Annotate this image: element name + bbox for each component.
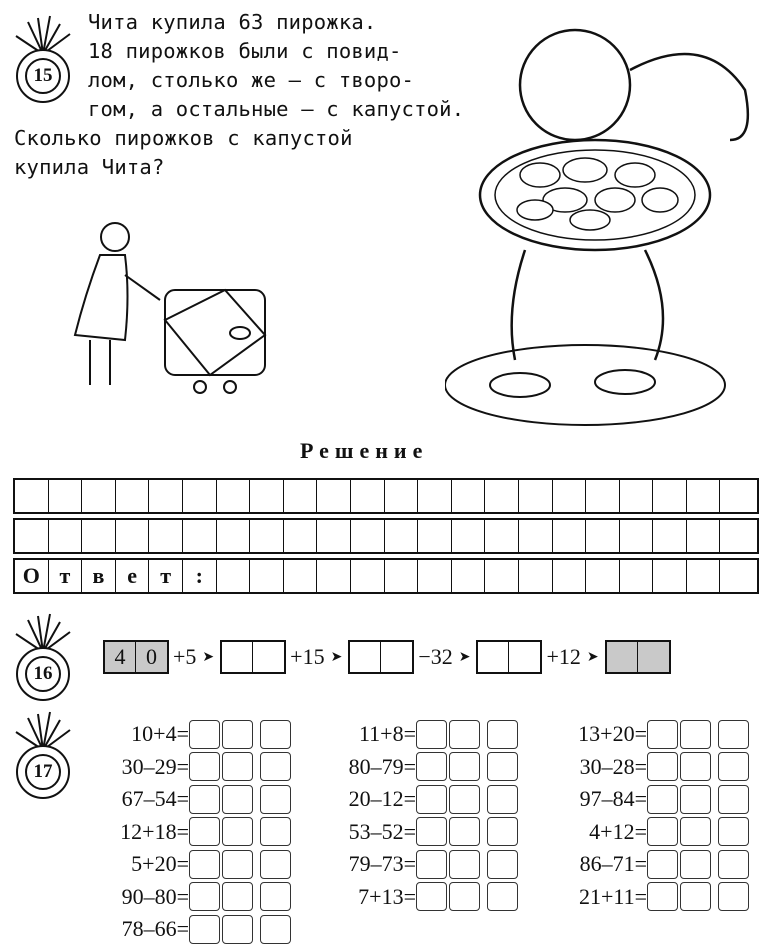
answer-boxes[interactable]	[416, 785, 520, 814]
number-chain	[103, 640, 671, 674]
answer-boxes[interactable]	[189, 752, 293, 781]
equation: 13+20=	[578, 721, 647, 747]
equation: 21+11=	[579, 883, 647, 909]
digit: 0	[136, 642, 167, 672]
answer-boxes[interactable]	[189, 915, 293, 944]
equation: 79–73=	[348, 851, 416, 877]
woman-with-cart-illustration	[70, 215, 280, 405]
answer-boxes[interactable]	[189, 720, 293, 749]
equation: 67–54=	[121, 786, 189, 812]
answer-boxes[interactable]	[189, 817, 293, 846]
solution-grid-row-2[interactable]	[13, 518, 759, 554]
digit: 4	[105, 642, 136, 672]
arrow-right-icon: ➤	[586, 649, 599, 665]
answer-boxes[interactable]	[416, 882, 520, 911]
answer-box[interactable]	[348, 640, 414, 674]
answer-boxes[interactable]	[647, 752, 751, 781]
problem-number: 15	[25, 58, 61, 94]
answer-boxes[interactable]	[416, 850, 520, 879]
problem-17-badge	[8, 710, 78, 800]
text-line: 18 пирожков были с повид-	[88, 39, 402, 63]
equation: 90–80=	[121, 883, 189, 909]
solution-title: Решение	[300, 438, 429, 463]
answer-boxes[interactable]	[647, 720, 751, 749]
answer-box[interactable]	[476, 640, 542, 674]
answer-label-letter: т	[49, 560, 83, 592]
chain-operation: +5	[173, 644, 197, 669]
answer-boxes[interactable]	[189, 785, 293, 814]
equation: 10+4=	[131, 721, 189, 747]
answer-boxes[interactable]	[416, 817, 520, 846]
equation: 97–84=	[579, 786, 647, 812]
solution-grid-row-1[interactable]	[13, 478, 759, 514]
answer-box[interactable]	[220, 640, 286, 674]
answer-boxes[interactable]	[647, 785, 751, 814]
answer-boxes[interactable]	[647, 850, 751, 879]
problem-number: 17	[25, 754, 61, 790]
chain-operation: +12	[546, 644, 581, 669]
equation: 30–29=	[121, 753, 189, 779]
equation: 12+18=	[120, 818, 189, 844]
final-answer-box[interactable]	[605, 640, 671, 674]
text-line: Сколько пирожков с капустой	[14, 126, 353, 150]
answer-label-letter: е	[116, 560, 150, 592]
answer-boxes[interactable]	[647, 817, 751, 846]
arrow-right-icon: ➤	[458, 649, 471, 665]
equations-column-3	[545, 718, 751, 913]
start-number-box	[103, 640, 169, 674]
equation: 7+13=	[358, 883, 416, 909]
answer-label-letter: О	[15, 560, 49, 592]
text-line: Чита купила 63 пирожка.	[88, 10, 377, 34]
arrow-right-icon: ➤	[202, 649, 215, 665]
text-line: гом, а остальные – с капустой.	[88, 97, 465, 121]
equation: 20–12=	[348, 786, 416, 812]
answer-label-letter: в	[82, 560, 116, 592]
equation: 5+20=	[131, 851, 189, 877]
equation: 80–79=	[348, 753, 416, 779]
answer-boxes[interactable]	[189, 882, 293, 911]
answer-label-letter: :	[183, 560, 217, 592]
answer-label-letter: т	[149, 560, 183, 592]
monkey-with-pies-illustration	[445, 10, 760, 435]
problem-15-badge	[8, 14, 78, 104]
answer-boxes[interactable]	[189, 850, 293, 879]
chain-operation: −32	[418, 644, 453, 669]
answer-grid-row[interactable]	[13, 558, 759, 594]
problem-16-badge	[8, 612, 78, 702]
equation: 86–71=	[579, 851, 647, 877]
answer-boxes[interactable]	[416, 752, 520, 781]
equation: 53–52=	[348, 818, 416, 844]
equation: 4+12=	[589, 818, 647, 844]
text-line: купила Чита?	[14, 155, 165, 179]
equation: 11+8=	[359, 721, 416, 747]
equation: 30–28=	[579, 753, 647, 779]
equation: 78–66=	[121, 916, 189, 942]
text-line: лом, столько же – с творо-	[88, 68, 415, 92]
answer-boxes[interactable]	[647, 882, 751, 911]
problem-number: 16	[25, 656, 61, 692]
equations-column-1	[85, 718, 293, 946]
answer-boxes[interactable]	[416, 720, 520, 749]
equations-column-2	[318, 718, 520, 913]
arrow-right-icon: ➤	[330, 649, 343, 665]
chain-operation: +15	[290, 644, 325, 669]
